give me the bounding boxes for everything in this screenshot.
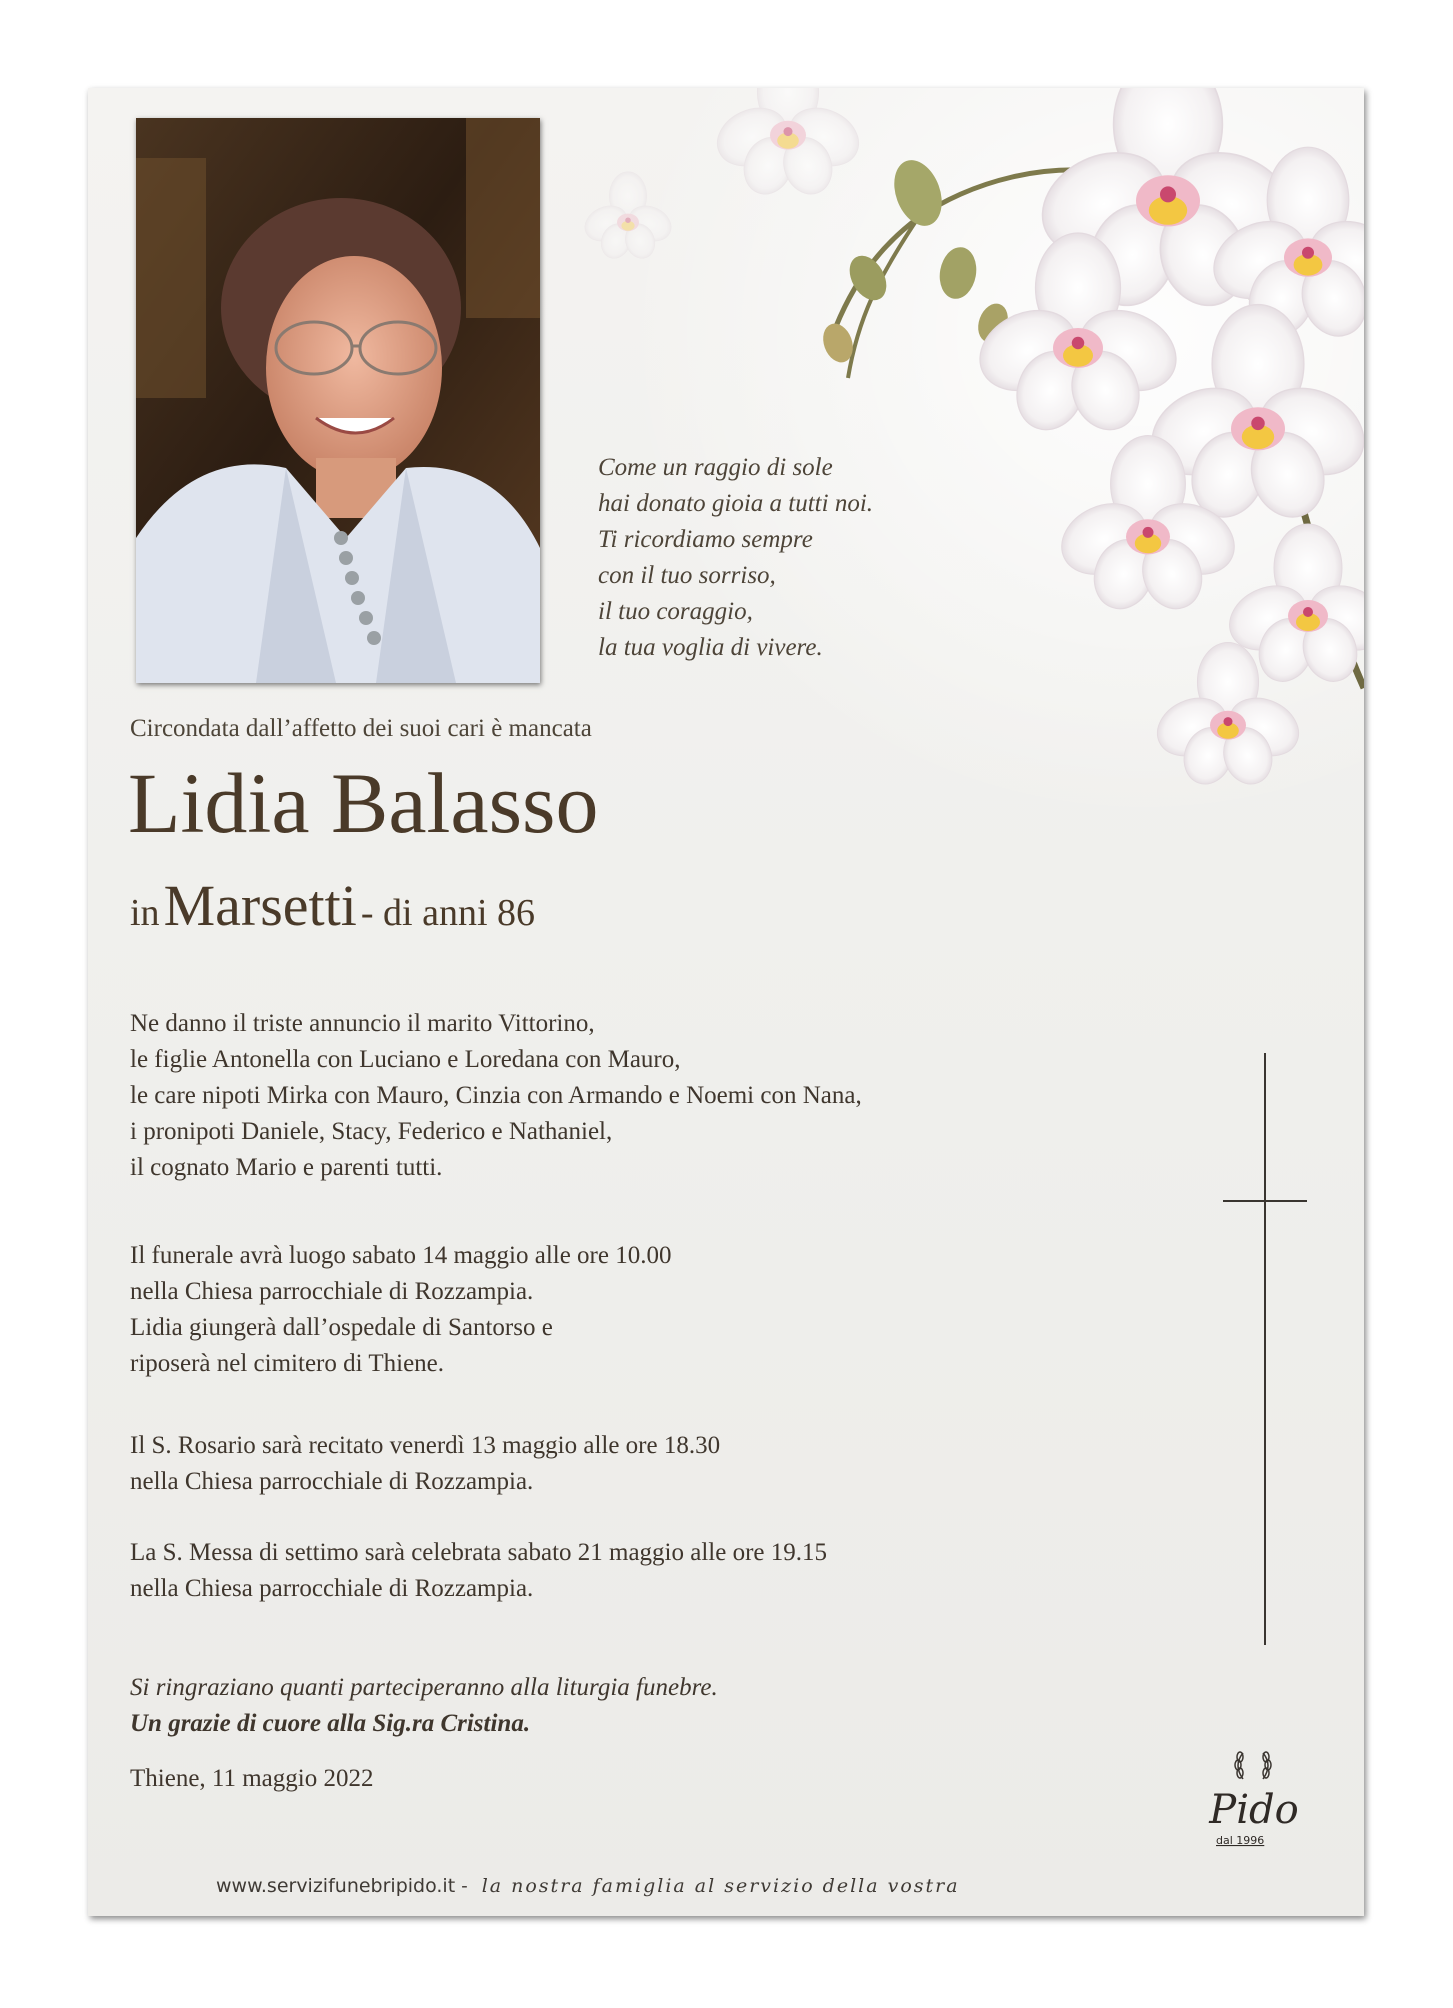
footer-tagline: la nostra famiglia al servizio della vostra: [481, 1875, 960, 1897]
logo-name: Pido: [1209, 1787, 1299, 1833]
announcement-line: le care nipoti Mirka con Mauro, Cinzia con Armando e Noemi con Nana,: [130, 1082, 862, 1109]
thanks-line: Si ringraziano quanti parteciperanno alla liturgia funebre.: [130, 1674, 718, 1701]
age-text: - di anni 86: [360, 892, 535, 934]
funeral-line: Lidia giungerà dall’ospedale di Santorso e: [130, 1314, 553, 1341]
announcement-line: Ne danno il triste annuncio il marito Vittorino,: [130, 1010, 595, 1037]
poem: [598, 450, 1118, 666]
pido-logo: [1188, 1743, 1318, 1853]
mass-paragraph: [130, 1535, 1180, 1607]
poem-line: il tuo coraggio,: [598, 598, 753, 625]
rosary-paragraph: [130, 1428, 1180, 1500]
funeral-line: nella Chiesa parrocchiale di Rozzampia.: [130, 1278, 534, 1305]
in-prefix: in: [130, 892, 160, 934]
announcement-line: le figlie Antonella con Luciano e Loredana con Mauro,: [130, 1046, 681, 1073]
rosary-line: Il S. Rosario sarà recitato venerdì 13 maggio alle ore 18.30: [130, 1432, 721, 1459]
intro-text: Circondata dall’affetto dei suoi cari è mancata: [130, 715, 592, 742]
announcement-paragraph: [130, 1006, 1180, 1186]
mass-line: La S. Messa di settimo sarà celebrata sabato 21 maggio alle ore 19.15: [130, 1539, 828, 1566]
logo-since: dal 1996: [1216, 1834, 1265, 1847]
rosary-line: nella Chiesa parrocchiale di Rozzampia.: [130, 1468, 534, 1495]
footer: [216, 1875, 960, 1897]
poem-line: Come un raggio di sole: [598, 454, 833, 481]
deceased-name: Lidia Balasso: [128, 755, 599, 851]
place-date: Thiene, 11 maggio 2022: [130, 1765, 374, 1792]
poem-line: hai donato gioia a tutti noi.: [598, 490, 874, 517]
funeral-paragraph: [130, 1238, 1180, 1382]
obituary-sheet: [88, 88, 1364, 1916]
mass-line: nella Chiesa parrocchiale di Rozzampia.: [130, 1575, 534, 1602]
funeral-line: Il funerale avrà luogo sabato 14 maggio alle ore 10.00: [130, 1242, 672, 1269]
thanks-line-bold: Un grazie di cuore alla Sig.ra Cristina.: [130, 1710, 531, 1737]
poem-line: con il tuo sorriso,: [598, 562, 776, 589]
married-name-line: [130, 872, 535, 939]
footer-separator: -: [461, 1875, 468, 1897]
cross-icon: [1223, 1053, 1307, 1645]
wreath-icon: [1235, 1752, 1271, 1779]
funeral-line: riposerà nel cimitero di Thiene.: [130, 1350, 445, 1377]
announcement-line: i pronipoti Daniele, Stacy, Federico e Nathaniel,: [130, 1118, 613, 1145]
married-name: Marsetti: [163, 873, 357, 938]
thanks-paragraph: [130, 1670, 1180, 1742]
footer-url[interactable]: www.servizifunebripido.it: [216, 1875, 456, 1897]
poem-line: la tua voglia di vivere.: [598, 634, 823, 661]
portrait-photo: [136, 118, 540, 683]
announcement-line: il cognato Mario e parenti tutti.: [130, 1154, 443, 1181]
poem-line: Ti ricordiamo sempre: [598, 526, 813, 553]
